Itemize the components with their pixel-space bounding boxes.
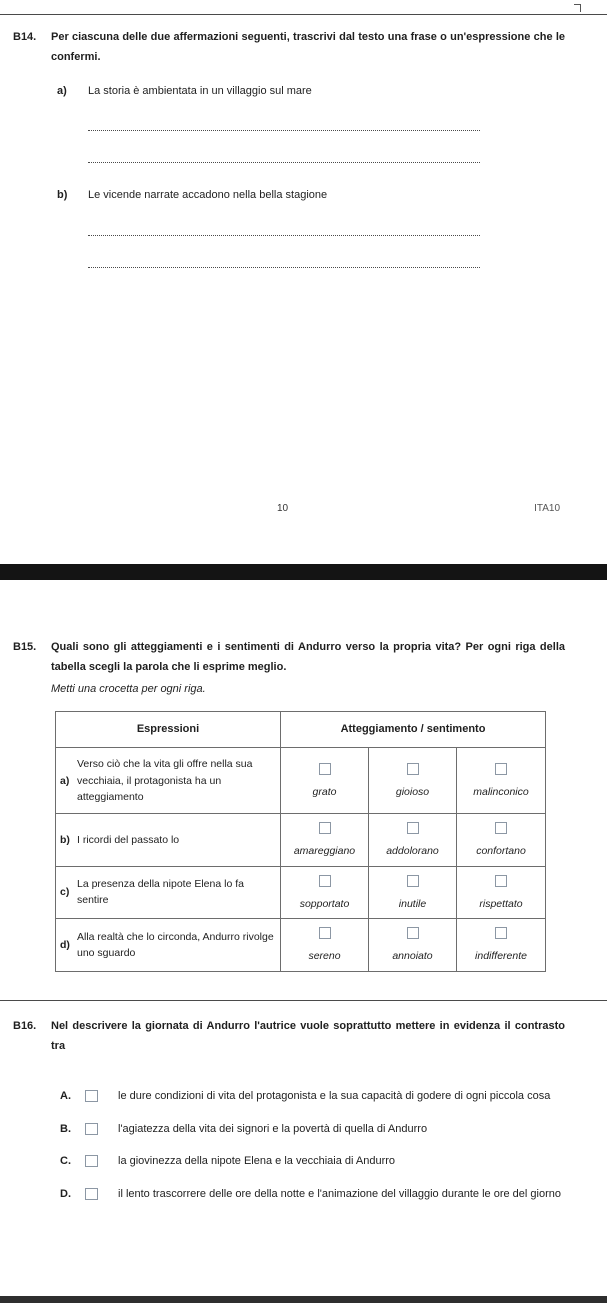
question-header <box>13 27 565 68</box>
expression-text: Alla realtà che lo circonda, Andurro rivolge uno sguardo <box>77 930 274 959</box>
checkbox[interactable] <box>85 1155 98 1167</box>
expression-cell <box>56 866 281 919</box>
b15-table <box>55 711 546 971</box>
row-label: d) <box>60 938 70 951</box>
option-cell <box>369 814 457 867</box>
answer-line[interactable] <box>88 126 480 131</box>
question-number: B14. <box>13 31 37 43</box>
expression-cell <box>56 814 281 867</box>
question-prompt: Nel descrivere la giornata di Andurro l'autrice vuole soprattutto mettere in evidenza il contrasto tra <box>51 1020 565 1053</box>
choice-label: D. <box>60 1188 71 1201</box>
question-b16 <box>13 1016 565 1205</box>
option-cell <box>281 748 369 814</box>
statement-text: La storia è ambientata in un villaggio sul mare <box>88 84 312 97</box>
answer-line[interactable] <box>88 231 480 236</box>
expression-cell <box>56 748 281 814</box>
option-word: sopportato <box>299 897 350 910</box>
checkbox[interactable] <box>407 822 419 834</box>
option-cell <box>369 866 457 919</box>
option-word: annoiato <box>392 950 433 963</box>
checkbox[interactable] <box>495 822 507 834</box>
statement-a <box>57 83 565 100</box>
option-cell <box>369 748 457 814</box>
choice-label: B. <box>60 1122 71 1135</box>
option-word: rispettato <box>479 897 523 910</box>
checkbox[interactable] <box>85 1090 98 1102</box>
choice-d <box>60 1184 565 1205</box>
page-number: 10 <box>276 503 289 514</box>
checkbox[interactable] <box>319 875 331 887</box>
expression-cell <box>56 919 281 972</box>
option-word: inutile <box>398 897 427 910</box>
checkbox[interactable] <box>319 763 331 775</box>
checkbox[interactable] <box>319 822 331 834</box>
option-word: gioioso <box>395 786 430 799</box>
top-rule <box>0 14 607 15</box>
checkbox[interactable] <box>407 763 419 775</box>
table-row <box>56 814 546 867</box>
question-number: B15. <box>13 641 37 653</box>
checkbox[interactable] <box>85 1188 98 1200</box>
option-cell <box>457 919 546 972</box>
bottom-page-edge <box>0 1296 607 1303</box>
booklet-code: ITA10 <box>534 503 560 514</box>
checkbox[interactable] <box>495 875 507 887</box>
option-word: addolorano <box>386 845 439 858</box>
choice-c <box>60 1151 565 1172</box>
option-word: malinconico <box>473 786 529 799</box>
expression-text: Verso ciò che la vita gli offre nella sua vecchiaia, il protagonista ha un atteggiamento <box>77 758 253 803</box>
choice-text: le dure condizioni di vita del protagonista e la sua capacità di godere di ogni piccola cosa <box>118 1089 551 1102</box>
option-cell <box>457 748 546 814</box>
statement-label: a) <box>57 84 67 97</box>
option-cell <box>457 814 546 867</box>
statement-text: Le vicende narrate accadono nella bella stagione <box>88 189 328 202</box>
choice-label: A. <box>60 1089 71 1102</box>
question-b15 <box>13 637 565 972</box>
row-label: c) <box>60 886 70 899</box>
expression-text: I ricordi del passato lo <box>77 833 180 846</box>
option-word: amareggiano <box>293 845 356 858</box>
option-word: sereno <box>308 950 341 963</box>
checkbox[interactable] <box>319 927 331 939</box>
option-cell <box>281 814 369 867</box>
statement-b <box>57 187 565 204</box>
choice-text: la giovinezza della nipote Elena e la vecchiaia di Andurro <box>118 1155 396 1168</box>
option-cell <box>369 919 457 972</box>
question-instruction: Metti una crocetta per ogni riga. <box>51 682 206 695</box>
question-header <box>13 1016 565 1057</box>
checkbox[interactable] <box>495 927 507 939</box>
choice-b <box>60 1119 565 1140</box>
answer-line[interactable] <box>88 263 480 268</box>
checkbox[interactable] <box>85 1123 98 1135</box>
question-prompt: Per ciascuna delle due affermazioni seguenti, trascrivi dal testo una frase o un'espressione che le confermi. <box>51 31 565 64</box>
row-label: b) <box>60 833 70 846</box>
checkbox[interactable] <box>407 875 419 887</box>
question-b14 <box>13 27 565 268</box>
checkbox[interactable] <box>495 763 507 775</box>
statement-label: b) <box>57 189 68 202</box>
option-cell <box>281 866 369 919</box>
question-prompt: Quali sono gli atteggiamenti e i sentimenti di Andurro verso la propria vita? Per ogni riga della tabella scegli la parola che li esprime meglio. <box>51 641 565 674</box>
expression-text: La presenza della nipote Elena lo fa sentire <box>77 878 244 907</box>
page-separator-bar <box>0 564 607 580</box>
option-word: grato <box>312 786 337 799</box>
choice-text: l'agiatezza della vita dei signori e la povertà di quella di Andurro <box>118 1122 428 1135</box>
option-word: indifferente <box>475 950 527 963</box>
checkbox[interactable] <box>407 927 419 939</box>
column-header-atteggiamento: Atteggiamento / sentimento <box>281 712 546 748</box>
question-header <box>13 637 565 678</box>
column-header-espressioni: Espressioni <box>56 712 281 748</box>
question-number: B16. <box>13 1020 37 1032</box>
choice-text: il lento trascorrere delle ore della notte e l'animazione del villaggio durante le ore del giorno <box>118 1188 561 1201</box>
crop-mark <box>574 4 581 12</box>
table-row <box>56 919 546 972</box>
table-row <box>56 748 546 814</box>
table-row <box>56 866 546 919</box>
choice-label: C. <box>60 1155 71 1168</box>
section-divider <box>0 1000 607 1001</box>
row-label: a) <box>60 774 70 787</box>
option-cell <box>457 866 546 919</box>
table-header-row <box>56 712 546 748</box>
choice-a <box>60 1086 565 1107</box>
answer-line[interactable] <box>88 158 480 163</box>
option-word: confortano <box>476 845 526 858</box>
option-cell <box>281 919 369 972</box>
